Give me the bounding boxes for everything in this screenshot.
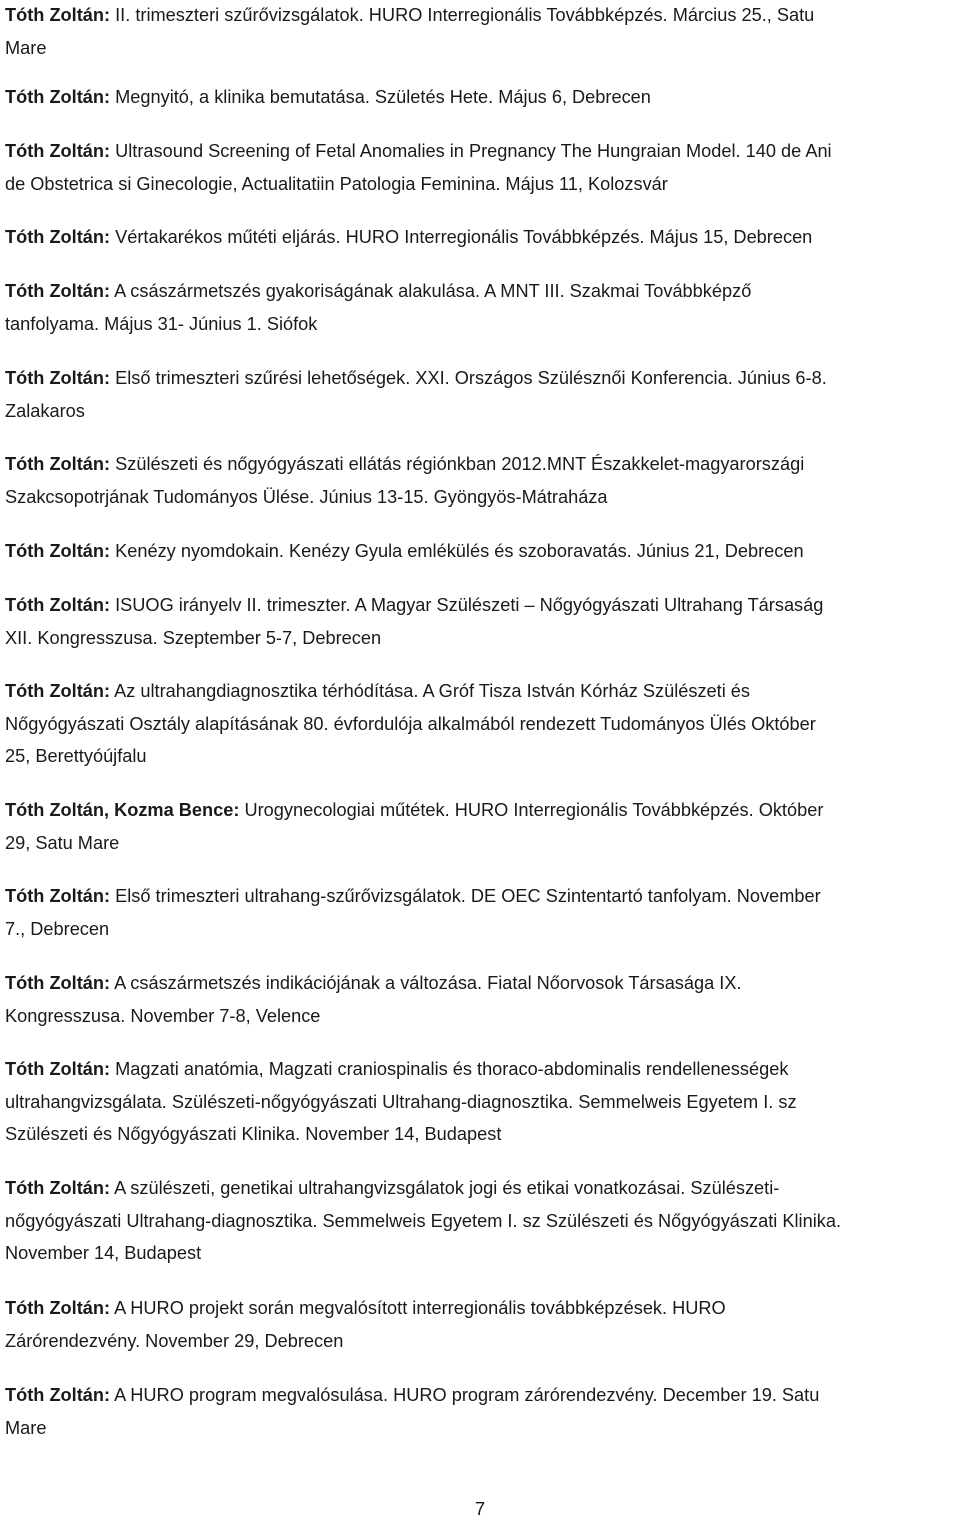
list-item (5, 0, 955, 64)
list-item (5, 362, 955, 427)
list-item (5, 1053, 955, 1151)
entry-line: Szülészeti és Nőgyógyászati Klinika. November 14, Budapest (5, 1124, 502, 1144)
entry-line: 25, Berettyóújfalu (5, 746, 147, 766)
entry-line: Tóth Zoltán: Vértakarékos műtéti eljárás. HURO Interregionális Továbbképzés. Május 15, Debrecen (5, 227, 813, 247)
entry-line: Tóth Zoltán: A császármetszés indikációjának a változása. Fiatal Nőorvosok Társasága IX. (5, 973, 742, 993)
author-name: Tóth Zoltán: (5, 886, 111, 906)
entry-line: Tóth Zoltán: ISUOG irányelv II. trimeszter. A Magyar Szülészeti – Nőgyógyászati Ultrahang Társaság (5, 595, 824, 615)
author-name: Tóth Zoltán: (5, 281, 111, 301)
entry-line: Tóth Zoltán: Kenézy nyomdokain. Kenézy Gyula emlékülés és szoboravatás. Június 21, Debrecen (5, 541, 804, 561)
author-name: Tóth Zoltán: (5, 87, 111, 107)
entry-line: ultrahangvizsgálata. Szülészeti-nőgyógyászati Ultrahang-diagnosztika. Semmelweis Egyetem I. sz (5, 1091, 797, 1112)
page-number: 7 (474, 1498, 486, 1519)
entry-line: de Obstetrica si Ginecologie, Actualitatiin Patologia Feminina. Május 11, Kolozsvár (5, 173, 668, 194)
author-name: Tóth Zoltán: (5, 1385, 111, 1405)
entry-line: Mare (5, 37, 47, 58)
entry-line: Tóth Zoltán: Első trimeszteri ultrahang-szűrővizsgálatok. DE OEC Szintentartó tanfolyam. November (5, 886, 821, 906)
entry-line: Tóth Zoltán: Első trimeszteri szűrési lehetőségek. XXI. Országos Szülésznői Konferencia. Június 6-8. (5, 368, 827, 388)
entry-line: Mare (5, 1417, 47, 1438)
entry-line: Tóth Zoltán: Szülészeti és nőgyógyászati ellátás régiónkban 2012.MNT Északkelet-magyarországi (5, 454, 805, 474)
author-name: Tóth Zoltán: (5, 973, 111, 993)
author-name: Tóth Zoltán: (5, 541, 111, 561)
author-name: Tóth Zoltán: (5, 1298, 111, 1318)
list-item (5, 1292, 955, 1357)
list-item (5, 880, 955, 945)
list-item (5, 448, 955, 513)
entry-line: Tóth Zoltán: A szülészeti, genetikai ultrahangvizsgálatok jogi és etikai vonatkozásai. Szülészeti- (5, 1178, 780, 1198)
entry-line: Nőgyógyászati Osztály alapításának 80. évfordulója alkalmából rendezett Tudományos Ülés Október (5, 713, 816, 734)
entry-line: Tóth Zoltán: Ultrasound Screening of Fetal Anomalies in Pregnancy The Hungraian Model. 140 de Ani (5, 141, 832, 161)
author-name: Tóth Zoltán: (5, 681, 111, 701)
author-name: Tóth Zoltán: (5, 1059, 111, 1079)
author-name: Tóth Zoltán: (5, 454, 111, 474)
author-name: Tóth Zoltán: (5, 5, 111, 25)
entry-line: Tóth Zoltán: A császármetszés gyakoriságának alakulása. A MNT III. Szakmai Továbbképző (5, 281, 752, 301)
entry-line: Tóth Zoltán: II. trimeszteri szűrővizsgálatok. HURO Interregionális Továbbképzés. Március 25., Satu (5, 5, 815, 25)
entry-line: Tóth Zoltán: Az ultrahangdiagnosztika térhódítása. A Gróf Tisza István Kórház Szülészeti és (5, 681, 751, 701)
list-item (5, 1379, 955, 1444)
entry-line: Zárórendezvény. November 29, Debrecen (5, 1330, 344, 1351)
author-name: Tóth Zoltán: (5, 368, 111, 388)
list-item (5, 135, 955, 200)
entry-line: Zalakaros (5, 400, 85, 421)
list-item (5, 221, 955, 254)
entry-line: 29, Satu Mare (5, 832, 120, 853)
entry-line: November 14, Budapest (5, 1243, 202, 1263)
entry-line: Kongresszusa. November 7-8, Velence (5, 1005, 321, 1026)
entry-line: tanfolyama. Május 31- Június 1. Siófok (5, 313, 318, 334)
entry-line: 7., Debrecen (5, 918, 110, 939)
list-item (5, 275, 955, 340)
list-item (5, 967, 955, 1032)
author-name: Tóth Zoltán: (5, 595, 111, 615)
list-item (5, 794, 955, 859)
entry-line: Tóth Zoltán: A HURO projekt során megvalósított interregionális továbbképzések. HURO (5, 1298, 726, 1318)
list-item (5, 589, 955, 654)
author-name: Tóth Zoltán, Kozma Bence: (5, 800, 240, 820)
author-name: Tóth Zoltán: (5, 1178, 111, 1198)
author-name: Tóth Zoltán: (5, 227, 111, 247)
list-item (5, 675, 955, 773)
entry-line: Tóth Zoltán: Megnyitó, a klinika bemutatása. Születés Hete. Május 6, Debrecen (5, 87, 651, 107)
list-item (5, 535, 955, 568)
entry-line: Tóth Zoltán, Kozma Bence: Urogynecologiai műtétek. HURO Interregionális Továbbképzés. Október (5, 800, 824, 820)
list-item (5, 81, 955, 114)
entry-line: nőgyógyászati Ultrahang-diagnosztika. Semmelweis Egyetem I. sz Szülészeti és Nőgyógyászati Klinika. (5, 1210, 842, 1231)
entry-line: Tóth Zoltán: Magzati anatómia, Magzati craniospinalis és thoraco-abdominalis rendellenességek (5, 1059, 789, 1079)
list-item (5, 1172, 955, 1270)
entry-line: XII. Kongresszusa. Szeptember 5-7, Debrecen (5, 627, 382, 648)
entry-line: Tóth Zoltán: A HURO program megvalósulása. HURO program zárórendezvény. December 19. Satu (5, 1385, 820, 1405)
author-name: Tóth Zoltán: (5, 141, 111, 161)
entry-line: Szakcsopotrjának Tudományos Ülése. Június 13-15. Gyöngyös-Mátraháza (5, 486, 608, 507)
